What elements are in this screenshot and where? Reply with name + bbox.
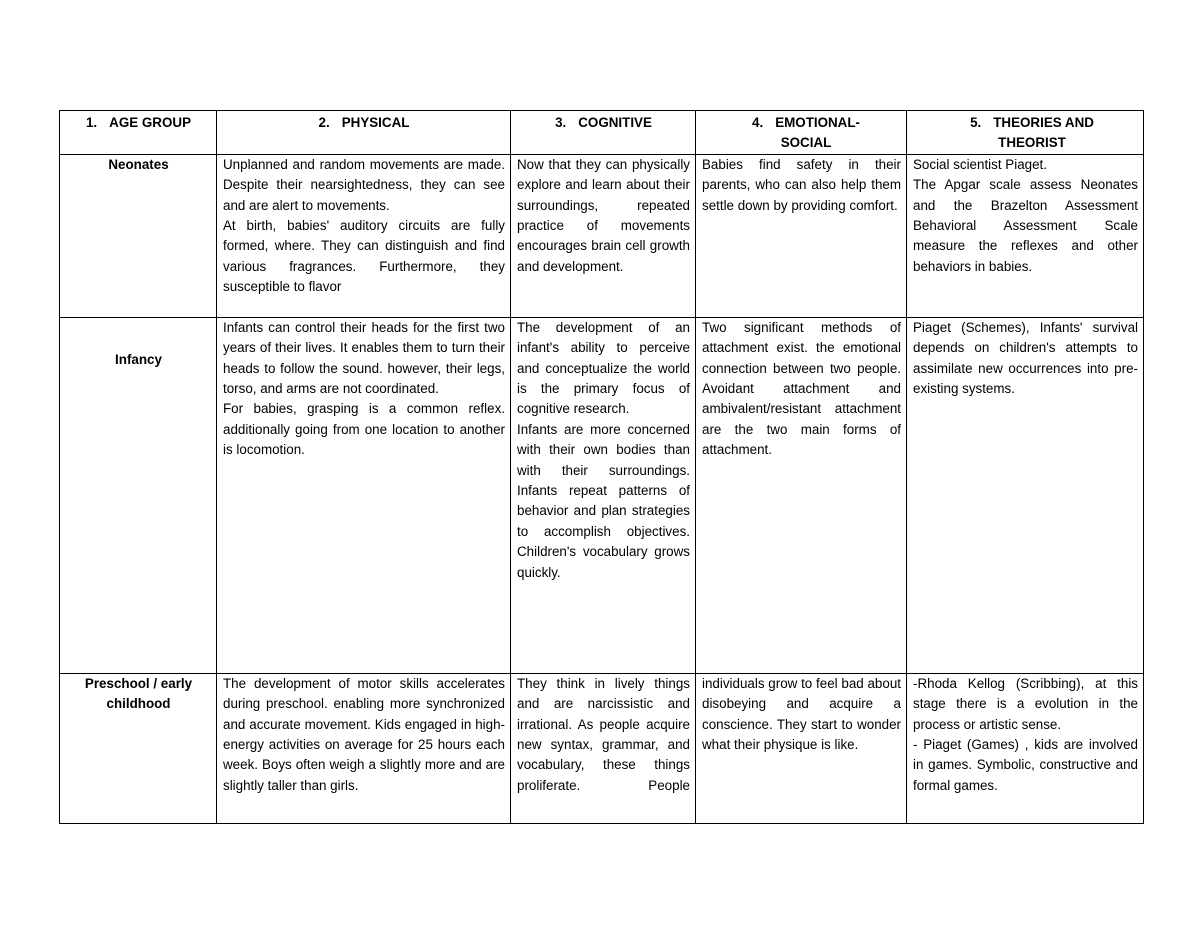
cell-paragraph: Babies find safety in their parents, who can also help them settle down by providing comfort. bbox=[702, 156, 901, 213]
cell-paragraph: Now that they can physically explore and learn about their surroundings, repeated practice of movements encourages brain cell growth and development. bbox=[517, 156, 690, 274]
cell-paragraph: Piaget (Schemes), Infants' survival depends on children's attempts to assimilate new occurrences into pre-existing systems. bbox=[913, 319, 1138, 397]
theories-cell bbox=[907, 154, 1144, 317]
table-row bbox=[60, 154, 1144, 317]
age-group-cell: Infancy bbox=[60, 317, 217, 673]
cell-paragraph: Infants can control their heads for the first two years of their lives. It enables them to turn their heads to follow the sound. however, their legs, torso, and arms are not coordinated. bbox=[223, 319, 505, 397]
cell-paragraph: The development of motor skills accelerates during preschool. enabling more synchronized and accurate movement. Kids engaged in high-energy activities on average for 25 hours each week. Boys often weigh a slightly more and are slightly taller than girls. bbox=[223, 675, 505, 793]
age-group-cell: Preschool / early childhood bbox=[60, 673, 217, 823]
physical-cell bbox=[217, 317, 511, 673]
cell-paragraph: They think in lively things and are narcissistic and irrational. As people acquire new syntax, grammar, and vocabulary, these things proliferate. People bbox=[517, 675, 690, 793]
header-cognitive: 3. COGNITIVE bbox=[511, 111, 696, 155]
theories-cell bbox=[907, 673, 1144, 823]
header-age-group: 1. AGE GROUP bbox=[60, 111, 217, 155]
cell-paragraph: individuals grow to feel bad about disobeying and acquire a conscience. They start to wonder what their physique is like. bbox=[702, 675, 901, 753]
cell-paragraph: Social scientist Piaget. bbox=[913, 156, 1047, 172]
cognitive-cell bbox=[511, 673, 696, 823]
table-row bbox=[60, 317, 1144, 673]
table-row bbox=[60, 673, 1144, 823]
physical-cell bbox=[217, 154, 511, 317]
physical-cell bbox=[217, 673, 511, 823]
header-emotional-social: 4. EMOTIONAL-SOCIAL bbox=[696, 111, 907, 155]
emotional-social-cell bbox=[696, 673, 907, 823]
cell-paragraph: For babies, grasping is a common reflex. additionally going from one location to another is locomotion. bbox=[223, 401, 505, 458]
header-physical: 2. PHYSICAL bbox=[217, 111, 511, 155]
cell-paragraph: Two significant methods of attachment exist. the emotional connection between two people. Avoidant attachment and ambivalent/resistant attachment are the two main forms of attachment. bbox=[702, 319, 901, 458]
emotional-social-cell bbox=[696, 154, 907, 317]
cell-paragraph: Unplanned and random movements are made. Despite their nearsightedness, they can see and are alert to movements. bbox=[223, 156, 505, 213]
cell-paragraph: - Piaget (Games) , kids are involved in games. Symbolic, constructive and formal games. bbox=[913, 737, 1138, 793]
cell-paragraph: The Apgar scale assess Neonates and the Brazelton Assessment Behavioral Assessment Scale measure the reflexes and other behaviors in babies. bbox=[913, 177, 1138, 274]
cell-paragraph: Infants are more concerned with their own bodies than with their surroundings. Infants repeat patterns of behavior and plan strategies to accomplish objectives. Children's vocabulary grows quickly. bbox=[517, 421, 690, 580]
cell-paragraph: At birth, babies' auditory circuits are fully formed, where. They can distinguish and find various fragrances. Furthermore, they susceptible to flavor bbox=[223, 218, 505, 295]
age-group-cell: Neonates bbox=[60, 154, 217, 317]
cell-paragraph: -Rhoda Kellog (Scribbing), at this stage there is a evolution in the process or artistic sense. bbox=[913, 675, 1138, 732]
theories-cell bbox=[907, 317, 1144, 673]
header-row bbox=[60, 111, 1144, 155]
header-theories: 5. THEORIES AND THEORIST bbox=[907, 111, 1144, 155]
emotional-social-cell bbox=[696, 317, 907, 673]
cognitive-cell bbox=[511, 154, 696, 317]
cell-paragraph: The development of an infant's ability to perceive and conceptualize the world is the primary focus of cognitive research. bbox=[517, 319, 690, 417]
development-table bbox=[59, 110, 1144, 824]
cognitive-cell bbox=[511, 317, 696, 673]
